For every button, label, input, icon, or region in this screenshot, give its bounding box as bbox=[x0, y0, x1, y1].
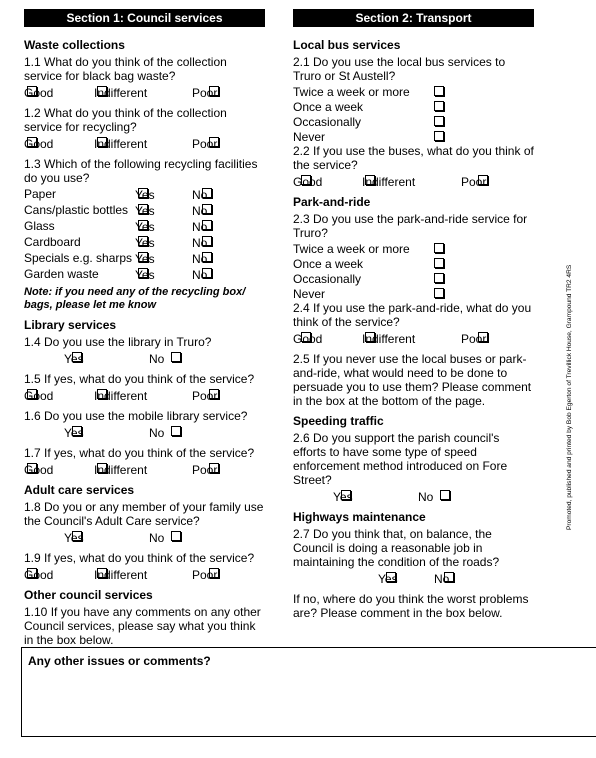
option-no: No bbox=[149, 426, 165, 440]
question-2-3: 2.3 Do you use the park-and-ride service for Truro? bbox=[293, 212, 528, 240]
option-poor: Poor bbox=[461, 332, 487, 346]
checkbox-frequency[interactable] bbox=[434, 116, 444, 126]
checkbox-frequency[interactable] bbox=[434, 288, 444, 298]
comments-box[interactable] bbox=[21, 647, 596, 737]
question-1-2: 1.2 What do you think of the collection service for recycling? bbox=[24, 106, 227, 134]
question-2-1: 2.1 Do you use the local bus services to Truro or St Austell? bbox=[293, 55, 506, 83]
answer-2-6 bbox=[293, 488, 534, 504]
answer-2-7 bbox=[293, 570, 534, 586]
checkbox-yes[interactable] bbox=[138, 188, 148, 198]
option-no: No bbox=[192, 204, 208, 218]
option-poor: Poor bbox=[461, 175, 487, 189]
checkbox-no[interactable] bbox=[440, 490, 450, 500]
answer-1-1 bbox=[24, 84, 265, 100]
answer-2-2 bbox=[293, 173, 534, 189]
checkbox-no[interactable] bbox=[202, 268, 212, 278]
checkbox-frequency[interactable] bbox=[434, 273, 444, 283]
checkbox-yes[interactable] bbox=[341, 490, 351, 500]
option-no: No bbox=[192, 220, 208, 234]
answer-1-4 bbox=[24, 350, 265, 366]
adult-care-heading: Adult care services bbox=[24, 483, 135, 497]
option-yes: Yes bbox=[64, 426, 84, 440]
frequency-label: Twice a week or more bbox=[293, 242, 410, 256]
checkbox-yes[interactable] bbox=[72, 531, 82, 541]
checkbox-good[interactable] bbox=[301, 175, 311, 185]
frequency-row bbox=[293, 286, 534, 301]
checkbox-poor[interactable] bbox=[209, 86, 219, 96]
facility-label: Cardboard bbox=[24, 235, 81, 249]
frequency-row bbox=[293, 84, 534, 99]
option-good: Good bbox=[24, 568, 54, 582]
frequency-row bbox=[293, 99, 534, 114]
checkbox-yes[interactable] bbox=[138, 204, 148, 214]
frequency-label: Never bbox=[293, 130, 326, 144]
checkbox-indifferent[interactable] bbox=[97, 389, 107, 399]
bus-heading: Local bus services bbox=[293, 38, 401, 52]
option-no: No bbox=[192, 252, 208, 266]
option-no: No bbox=[418, 490, 434, 504]
question-2-5: 2.5 If you never use the local buses or park-and-ride, what would need to be done to persuade you to use them? Please comment in the box at the bottom of the page. bbox=[293, 352, 532, 408]
answer-1-8 bbox=[24, 529, 265, 545]
option-no: No bbox=[192, 188, 208, 202]
question-1-6: 1.6 Do you use the mobile library service? bbox=[24, 409, 248, 423]
highways-heading: Highways maintenance bbox=[293, 510, 426, 524]
option-indifferent: Indifferent bbox=[94, 86, 148, 100]
option-yes: Yes bbox=[135, 268, 155, 282]
option-no: No bbox=[434, 572, 450, 586]
option-yes: Yes bbox=[135, 220, 155, 234]
frequency-label: Never bbox=[293, 287, 326, 301]
facility-row bbox=[24, 234, 265, 250]
frequency-label: Occasionally bbox=[293, 115, 362, 129]
checkbox-no[interactable] bbox=[444, 572, 454, 582]
checkbox-no[interactable] bbox=[202, 188, 212, 198]
checkbox-frequency[interactable] bbox=[434, 243, 444, 253]
facility-label: Garden waste bbox=[24, 267, 99, 281]
option-indifferent: Indifferent bbox=[94, 463, 148, 477]
checkbox-indifferent[interactable] bbox=[365, 175, 375, 185]
section-1-column bbox=[24, 9, 265, 648]
checkbox-frequency[interactable] bbox=[434, 86, 444, 96]
checkbox-no[interactable] bbox=[171, 352, 181, 362]
checkbox-no[interactable] bbox=[202, 220, 212, 230]
facility-label: Cans/plastic bottles bbox=[24, 203, 129, 217]
option-good: Good bbox=[24, 86, 54, 100]
frequency-label: Once a week bbox=[293, 257, 364, 271]
checkbox-yes[interactable] bbox=[138, 268, 148, 278]
checkbox-poor[interactable] bbox=[209, 389, 219, 399]
answer-1-2 bbox=[24, 135, 265, 151]
facility-label: Paper bbox=[24, 187, 57, 201]
option-good: Good bbox=[24, 389, 54, 403]
section-2-title: Section 2: Transport bbox=[293, 9, 534, 27]
checkbox-poor[interactable] bbox=[478, 175, 488, 185]
facility-row bbox=[24, 266, 265, 282]
checkbox-yes[interactable] bbox=[72, 426, 82, 436]
checkbox-frequency[interactable] bbox=[434, 258, 444, 268]
checkbox-frequency[interactable] bbox=[434, 131, 444, 141]
option-no: No bbox=[192, 268, 208, 282]
option-good: Good bbox=[293, 332, 323, 346]
facility-row bbox=[24, 186, 265, 202]
other-services-heading: Other council services bbox=[24, 588, 153, 602]
answer-1-9 bbox=[24, 566, 265, 582]
frequency-label: Once a week bbox=[293, 100, 364, 114]
checkbox-poor[interactable] bbox=[209, 463, 219, 473]
checkbox-yes[interactable] bbox=[72, 352, 82, 362]
imprint-text: Promoted, published and printed by Bob Egerton of Trevillick House, Grampound TR2 4RS bbox=[566, 264, 573, 530]
option-good: Good bbox=[293, 175, 323, 189]
answer-2-4 bbox=[293, 330, 534, 346]
option-good: Good bbox=[24, 137, 54, 151]
question-1-8: 1.8 Do you or any member of your family use the Council's Adult Care service? bbox=[24, 500, 264, 528]
checkbox-indifferent[interactable] bbox=[97, 137, 107, 147]
checkbox-indifferent[interactable] bbox=[97, 463, 107, 473]
checkbox-indifferent[interactable] bbox=[365, 332, 375, 342]
checkbox-no[interactable] bbox=[171, 426, 181, 436]
frequency-label: Occasionally bbox=[293, 272, 362, 286]
frequency-label: Twice a week or more bbox=[293, 85, 410, 99]
checkbox-yes[interactable] bbox=[138, 236, 148, 246]
facility-list bbox=[24, 186, 265, 282]
answer-1-6 bbox=[24, 424, 265, 440]
option-no: No bbox=[149, 352, 165, 366]
section-1-title: Section 1: Council services bbox=[24, 9, 265, 27]
checkbox-frequency[interactable] bbox=[434, 101, 444, 111]
checkbox-yes[interactable] bbox=[138, 252, 148, 262]
speeding-heading: Speeding traffic bbox=[293, 414, 384, 428]
checkbox-good[interactable] bbox=[301, 332, 311, 342]
park-frequency-list bbox=[293, 241, 534, 301]
question-1-9: 1.9 If yes, what do you think of the service? bbox=[24, 551, 255, 565]
waste-heading: Waste collections bbox=[24, 38, 125, 52]
checkbox-yes[interactable] bbox=[138, 220, 148, 230]
option-poor: Poor bbox=[192, 137, 218, 151]
checkbox-good[interactable] bbox=[27, 389, 37, 399]
question-2-6: 2.6 Do you support the parish council's efforts to have some type of speed enforcement method introduced on Fore Street? bbox=[293, 431, 508, 487]
facility-label: Glass bbox=[24, 219, 55, 233]
option-yes: Yes bbox=[64, 531, 84, 545]
option-good: Good bbox=[24, 463, 54, 477]
option-indifferent: Indifferent bbox=[94, 389, 148, 403]
bus-frequency-list bbox=[293, 84, 534, 144]
checkbox-good[interactable] bbox=[27, 86, 37, 96]
question-1-5: 1.5 If yes, what do you think of the service? bbox=[24, 372, 255, 386]
frequency-row bbox=[293, 241, 534, 256]
option-yes: Yes bbox=[333, 490, 353, 504]
facility-label: Specials e.g. sharps bbox=[24, 251, 133, 265]
answer-1-5 bbox=[24, 387, 265, 403]
frequency-row bbox=[293, 114, 534, 129]
library-heading: Library services bbox=[24, 318, 117, 332]
option-no: No bbox=[149, 531, 165, 545]
checkbox-indifferent[interactable] bbox=[97, 568, 107, 578]
frequency-row bbox=[293, 129, 534, 144]
question-1-7: 1.7 If yes, what do you think of the service? bbox=[24, 446, 255, 460]
checkbox-good[interactable] bbox=[27, 568, 37, 578]
question-2-2: 2.2 If you use the buses, what do you think of the service? bbox=[293, 144, 534, 172]
option-indifferent: Indifferent bbox=[94, 137, 148, 151]
facility-row bbox=[24, 202, 265, 218]
option-yes: Yes bbox=[135, 188, 155, 202]
answer-1-7 bbox=[24, 461, 265, 477]
option-indifferent: Indifferent bbox=[362, 332, 416, 346]
option-poor: Poor bbox=[192, 463, 218, 477]
question-1-3: 1.3 Which of the following recycling facilities do you use? bbox=[24, 157, 258, 185]
facility-row bbox=[24, 250, 265, 266]
option-yes: Yes bbox=[135, 236, 155, 250]
question-2-4: 2.4 If you use the park-and-ride, what do you think of the service? bbox=[293, 301, 532, 329]
park-and-ride-heading: Park-and-ride bbox=[293, 195, 371, 209]
option-yes: Yes bbox=[135, 252, 155, 266]
option-no: No bbox=[192, 236, 208, 250]
section-2-column bbox=[293, 9, 534, 621]
question-2-7-followup: If no, where do you think the worst problems are? Please comment in the box below. bbox=[293, 592, 529, 620]
frequency-row bbox=[293, 256, 534, 271]
checkbox-good[interactable] bbox=[27, 137, 37, 147]
checkbox-good[interactable] bbox=[27, 463, 37, 473]
option-poor: Poor bbox=[192, 389, 218, 403]
checkbox-poor[interactable] bbox=[209, 568, 219, 578]
option-indifferent: Indifferent bbox=[94, 568, 148, 582]
question-1-4: 1.4 Do you use the library in Truro? bbox=[24, 335, 212, 349]
comments-title: Any other issues or comments? bbox=[28, 654, 211, 668]
checkbox-yes[interactable] bbox=[386, 572, 396, 582]
frequency-row bbox=[293, 271, 534, 286]
checkbox-no[interactable] bbox=[171, 531, 181, 541]
option-poor: Poor bbox=[192, 568, 218, 582]
option-indifferent: Indifferent bbox=[362, 175, 416, 189]
option-yes: Yes bbox=[378, 572, 398, 586]
option-poor: Poor bbox=[192, 86, 218, 100]
facility-row bbox=[24, 218, 265, 234]
checkbox-no[interactable] bbox=[202, 236, 212, 246]
question-2-7: 2.7 Do you think that, on balance, the Council is doing a reasonable job in maintaining the condition of the roads? bbox=[293, 527, 500, 569]
checkbox-poor[interactable] bbox=[209, 137, 219, 147]
checkbox-no[interactable] bbox=[202, 204, 212, 214]
question-1-1: 1.1 What do you think of the collection service for black bag waste? bbox=[24, 55, 227, 83]
recycling-note: Note: if you need any of the recycling box/ bags, please let me know bbox=[24, 286, 246, 311]
checkbox-no[interactable] bbox=[202, 252, 212, 262]
checkbox-poor[interactable] bbox=[478, 332, 488, 342]
option-yes: Yes bbox=[135, 204, 155, 218]
question-1-10: 1.10 If you have any comments on any other Council services, please say what you think in the box below. bbox=[24, 605, 261, 647]
checkbox-indifferent[interactable] bbox=[97, 86, 107, 96]
option-yes: Yes bbox=[64, 352, 84, 366]
